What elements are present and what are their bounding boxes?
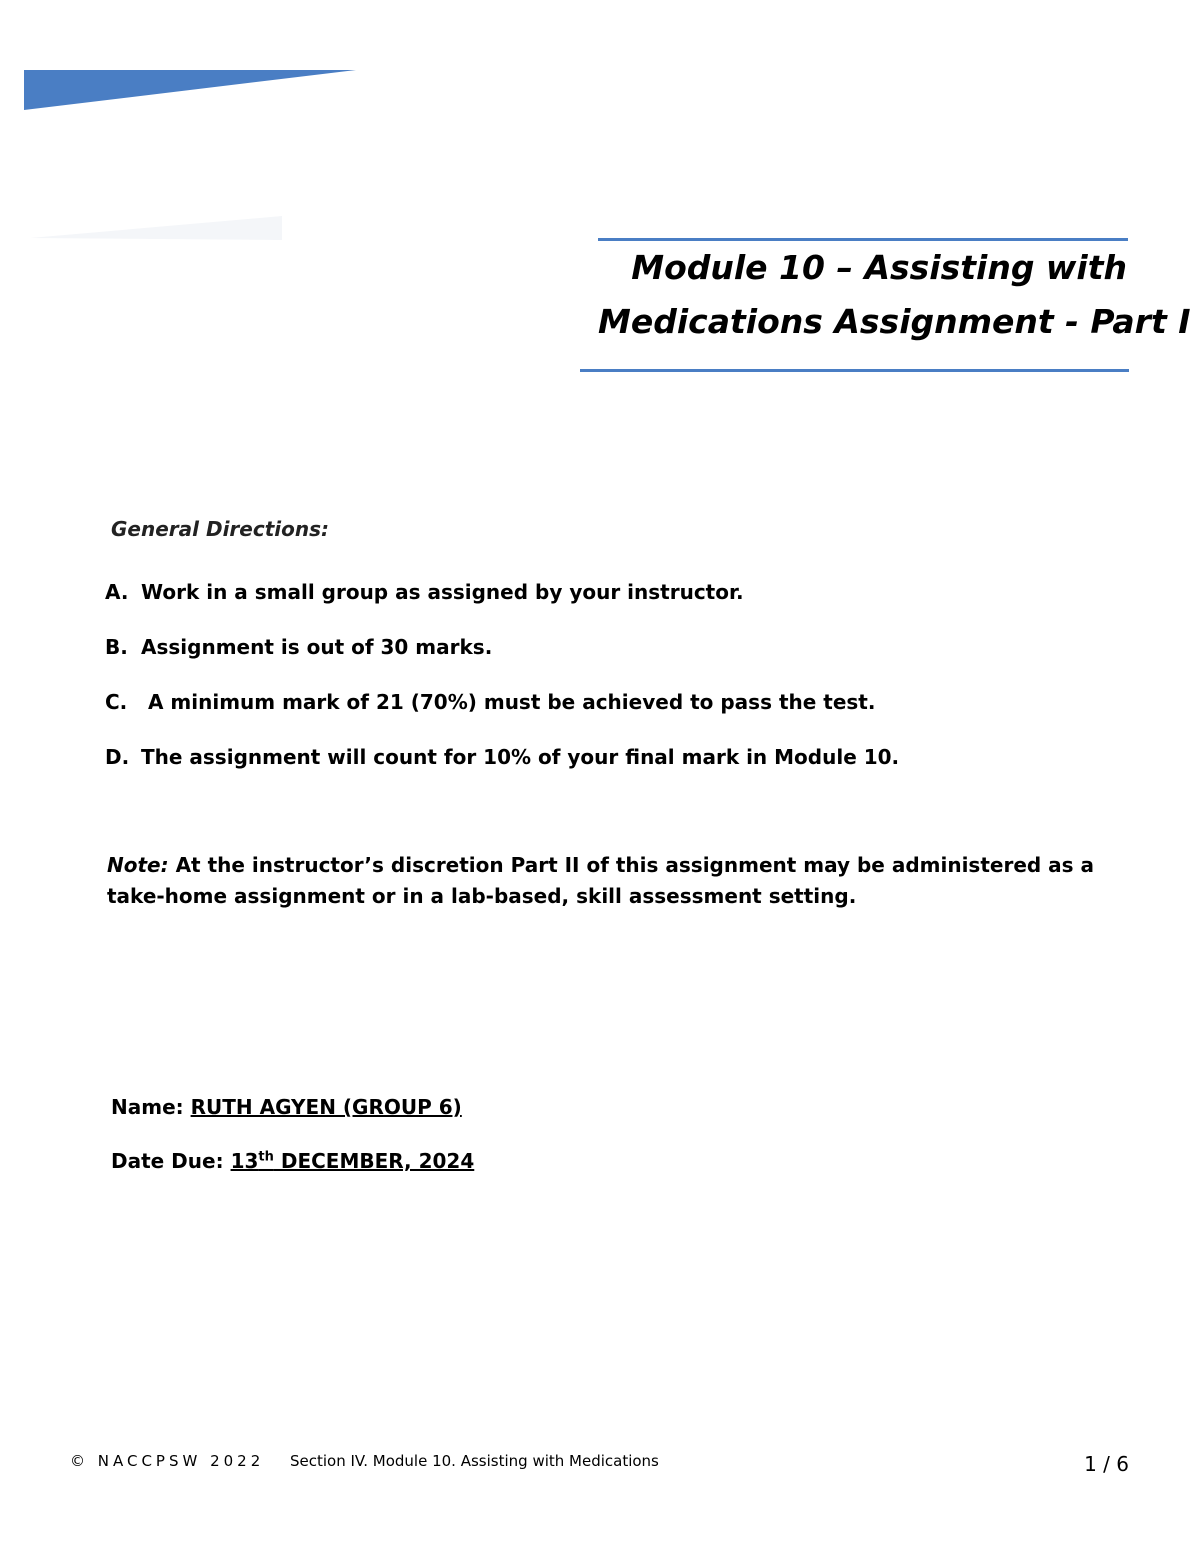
name-line [111, 1095, 462, 1119]
date-rest: DECEMBER, 2024 [273, 1149, 475, 1173]
date-day: 13 [230, 1149, 259, 1173]
title-bottom-rule [580, 369, 1129, 372]
directions-heading: General Directions: [111, 517, 329, 541]
date-due-line [111, 1149, 474, 1173]
title-line-2: Medications Assignment - Part I [598, 302, 1191, 341]
note-text: At the instructor’s discretion Part II of this assignment may be administered as a take-home assignment or in a lab-based, skill assessment setting. [107, 853, 1095, 908]
header-banner-graphic [0, 0, 400, 260]
direction-text: Work in a small group as assigned by your instructor. [141, 580, 744, 604]
title-top-rule [598, 238, 1128, 241]
footer-section-title: Section IV. Module 10. Assisting with Medications [290, 1452, 659, 1470]
name-label: Name: [111, 1095, 184, 1119]
direction-letter: A. [105, 580, 129, 604]
name-value: RUTH AGYEN (GROUP 6) [190, 1095, 462, 1119]
direction-item [105, 635, 492, 659]
date-due-label: Date Due: [111, 1149, 224, 1173]
direction-letter: C. [105, 690, 128, 714]
footer-copyright: © NACCPSW 2022 [70, 1452, 265, 1470]
direction-item [105, 580, 744, 604]
note-paragraph [107, 850, 1097, 912]
footer-page-number: 1 / 6 [1084, 1452, 1129, 1476]
direction-item [105, 745, 899, 769]
date-suffix: th [258, 1149, 274, 1165]
direction-text: A minimum mark of 21 (70%) must be achieved to pass the test. [141, 690, 876, 714]
date-due-value [231, 1149, 475, 1173]
note-label: Note: [107, 853, 169, 877]
direction-letter: B. [105, 635, 128, 659]
title-line-1: Module 10 – Assisting with [631, 248, 1127, 287]
direction-letter: D. [105, 745, 130, 769]
direction-item [105, 690, 875, 714]
direction-text: The assignment will count for 10% of your final mark in Module 10. [141, 745, 900, 769]
direction-text: Assignment is out of 30 marks. [141, 635, 493, 659]
